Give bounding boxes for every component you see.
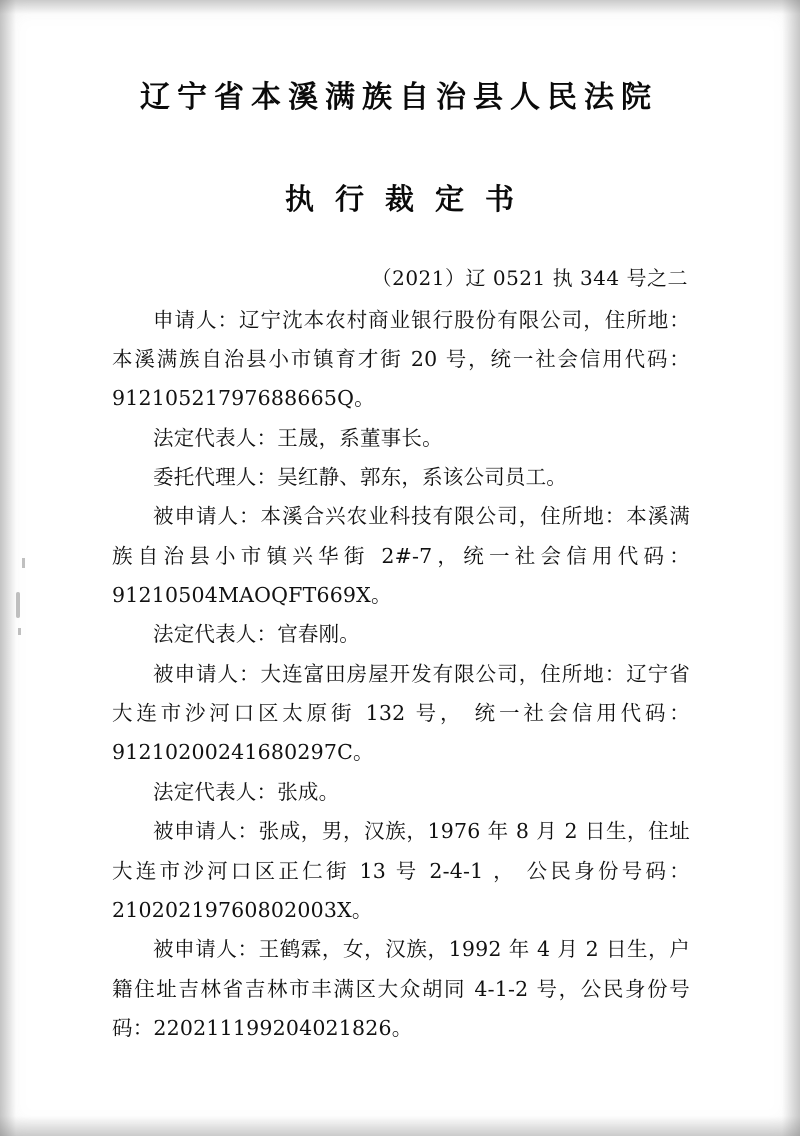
paragraph-respondent-2: 被申请人：大连富田房屋开发有限公司，住所地：辽宁省大连市沙河口区太原街 132 号， 统一社会信用代码：91210200241680297C。 [112,661,690,765]
document-body [112,78,690,1048]
page-edge-shadow-right [782,0,800,1136]
page-edge-shadow-left [0,0,16,1136]
case-number: （2021）辽 0521 执 344 号之二 [371,265,688,290]
paragraph-agent: 委托代理人：吴红静、郭东，系该公司员工。 [153,464,567,489]
court-title: 辽宁省本溪满族自治县人民法院 [140,80,658,115]
scan-artifact-mark [18,628,21,635]
paragraph-respondent-1: 被申请人：本溪合兴农业科技有限公司，住所地：本溪满族自治县小市镇兴华街 2#-7，统一社会信用代码：91210504MAOQFT669X。 [112,504,690,608]
scan-artifact-mark [22,558,25,568]
paragraph-legal-representative-1: 法定代表人：王晟，系董事长。 [153,425,443,450]
page-edge-shadow-top [0,0,800,14]
document-type-heading: 执行裁定书 [284,181,535,216]
scan-artifact-mark [16,592,20,618]
paragraph-legal-representative-2: 法定代表人：官春刚。 [153,622,360,647]
paragraph-applicant: 申请人：辽宁沈本农村商业银行股份有限公司，住所地：本溪满族自治县小市镇育才街 20 号，统一社会信用代码：91210521797688665Q。 [112,307,690,411]
paragraph-respondent-4: 被申请人：王鹤霖，女，汉族，1992 年 4 月 2 日生，户籍住址吉林省吉林市丰满区大众胡同 4-1-2 号，公民身份号码：220211199204021826。 [112,937,690,1040]
paragraph-respondent-3: 被申请人：张成，男，汉族，1976 年 8 月 2 日生，住址大连市沙河口区正仁街 13 号 2-4-1 ， 公民身份号码：21020219760802003X。 [112,819,690,922]
paragraph-legal-representative-3: 法定代表人：张成。 [153,779,340,804]
page-edge-shadow-bottom [0,1116,800,1136]
